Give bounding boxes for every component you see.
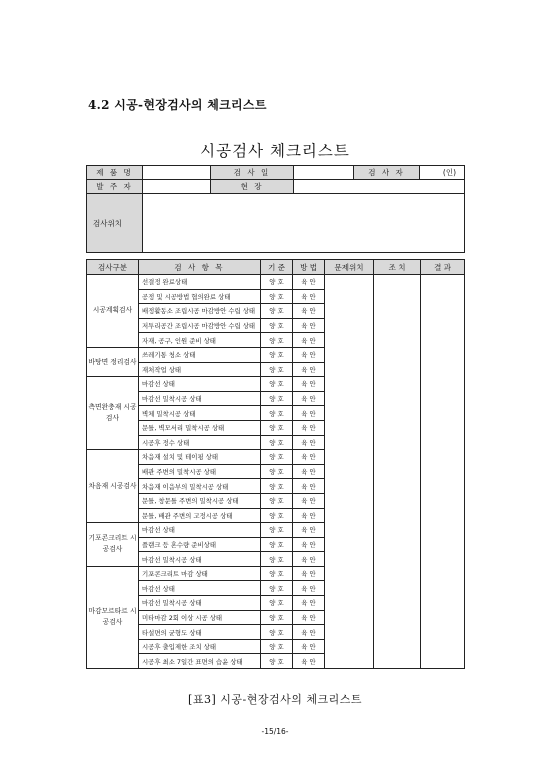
method-cell: 육 안 (293, 581, 325, 596)
standard-cell: 양 호 (261, 508, 293, 523)
standard-cell: 양 호 (261, 610, 293, 625)
item-text: 문틀, 배관 주변의 고정시공 상태 (139, 508, 261, 523)
category-cell: 측면완충재 시공검사 (87, 377, 139, 450)
method-cell: 육 안 (293, 275, 325, 290)
category-cell: 바탕면 정리검사 (87, 347, 139, 376)
item-text: 문틀, 벽모서리 밀착시공 상태 (139, 420, 261, 435)
item-text: 마감선 밀착시공 상태 (139, 596, 261, 611)
item-text: 선결정 완료상태 (139, 275, 261, 290)
method-cell: 육 안 (293, 420, 325, 435)
standard-cell: 양 호 (261, 523, 293, 538)
standard-cell: 양 호 (261, 581, 293, 596)
method-cell: 육 안 (293, 347, 325, 362)
inspector-seal: (인) (420, 166, 465, 180)
inspector-label: 검 사 자 (354, 166, 420, 180)
col-method: 방 법 (293, 260, 325, 275)
item-text: 타설면의 균형도 상태 (139, 625, 261, 640)
standard-cell: 양 호 (261, 406, 293, 421)
method-cell: 육 안 (293, 391, 325, 406)
standard-cell: 양 호 (261, 552, 293, 567)
client-label: 발 주 자 (87, 180, 143, 194)
col-category: 검사구분 (87, 260, 139, 275)
problem-location-cell (325, 275, 374, 669)
standard-cell: 양 호 (261, 362, 293, 377)
page-number: -15/16- (261, 727, 289, 736)
method-cell: 육 안 (293, 406, 325, 421)
method-cell: 육 안 (293, 610, 325, 625)
item-text: 마감선 밀착시공 상태 (139, 552, 261, 567)
method-cell: 육 안 (293, 566, 325, 581)
item-text: 차음재 설치 및 테이핑 상태 (139, 450, 261, 465)
standard-cell: 양 호 (261, 347, 293, 362)
method-cell: 육 안 (293, 318, 325, 333)
item-text: 문틀, 창문틀 주변의 밀착시공 상태 (139, 493, 261, 508)
category-cell: 시공계획검사 (87, 275, 139, 348)
item-text: 시공후 정수 상태 (139, 435, 261, 450)
inspection-date-field (294, 166, 354, 180)
standard-cell: 양 호 (261, 639, 293, 654)
item-text: 공정 및 시공방법 협의완료 상태 (139, 289, 261, 304)
method-cell: 육 안 (293, 552, 325, 567)
standard-cell: 양 호 (261, 318, 293, 333)
standard-cell: 양 호 (261, 479, 293, 494)
standard-cell: 양 호 (261, 537, 293, 552)
method-cell: 육 안 (293, 596, 325, 611)
item-text: 기포콘크리트 마감 상태 (139, 566, 261, 581)
site-field (294, 180, 465, 194)
method-cell: 육 안 (293, 450, 325, 465)
standard-cell: 양 호 (261, 333, 293, 348)
item-text: 마감선 상태 (139, 377, 261, 392)
method-cell: 육 안 (293, 625, 325, 640)
standard-cell: 양 호 (261, 596, 293, 611)
method-cell: 육 안 (293, 377, 325, 392)
item-text: 마감선 밀착시공 상태 (139, 391, 261, 406)
col-standard: 기 준 (261, 260, 293, 275)
method-cell: 육 안 (293, 435, 325, 450)
item-text: 플랜크 등 혼수량 준비상태 (139, 537, 261, 552)
col-action: 조 치 (374, 260, 421, 275)
section-title: 4.2 시공-현장검사의 체크리스트 (88, 98, 267, 112)
method-cell: 육 안 (293, 333, 325, 348)
standard-cell: 양 호 (261, 289, 293, 304)
site-label: 현 장 (211, 180, 294, 194)
item-text: 마감선 상태 (139, 581, 261, 596)
category-cell: 기포콘크리트 시공검사 (87, 523, 139, 567)
product-label: 제 품 명 (87, 166, 143, 180)
col-problem-location: 문제위치 (325, 260, 374, 275)
checklist-header-row (87, 260, 465, 275)
standard-cell: 양 호 (261, 377, 293, 392)
standard-cell: 양 호 (261, 566, 293, 581)
method-cell: 육 안 (293, 493, 325, 508)
result-cell (421, 275, 465, 669)
standard-cell: 양 호 (261, 464, 293, 479)
item-text: 자재, 공구, 인원 준비 상태 (139, 333, 261, 348)
item-text: 차음재 이음부의 밀착시공 상태 (139, 479, 261, 494)
category-cell: 차음재 시공검사 (87, 450, 139, 523)
item-text: 쓰레기통 청소 상태 (139, 347, 261, 362)
standard-cell: 양 호 (261, 275, 293, 290)
item-text: 재처작업 상태 (139, 362, 261, 377)
standard-cell: 양 호 (261, 450, 293, 465)
standard-cell: 양 호 (261, 391, 293, 406)
method-cell: 육 안 (293, 479, 325, 494)
item-text: 배정활동소 조립시공 마감방안 수립 상태 (139, 304, 261, 319)
client-field (143, 180, 211, 194)
method-cell: 육 안 (293, 304, 325, 319)
item-text: 벽체 밀착시공 상태 (139, 406, 261, 421)
location-field (143, 194, 465, 253)
item-text: 시공후 최소 7일간 표면의 습윤 상태 (139, 654, 261, 669)
inspection-date-label: 검 사 일 (211, 166, 294, 180)
method-cell: 육 안 (293, 523, 325, 538)
standard-cell: 양 호 (261, 435, 293, 450)
action-cell (374, 275, 421, 669)
checklist-title: 시공검사 체크리스트 (200, 142, 350, 160)
method-cell: 육 안 (293, 654, 325, 669)
checklist-table (86, 259, 465, 669)
checklist-row (87, 275, 465, 290)
standard-cell: 양 호 (261, 420, 293, 435)
method-cell: 육 안 (293, 508, 325, 523)
method-cell: 육 안 (293, 537, 325, 552)
method-cell: 육 안 (293, 289, 325, 304)
standard-cell: 양 호 (261, 625, 293, 640)
standard-cell: 양 호 (261, 654, 293, 669)
item-text: 저투리공간 조립시공 마감방안 수립 상태 (139, 318, 261, 333)
standard-cell: 양 호 (261, 304, 293, 319)
method-cell: 육 안 (293, 639, 325, 654)
item-text: 미타마감 2회 이상 시공 상태 (139, 610, 261, 625)
product-field (143, 166, 211, 180)
col-result: 결 과 (421, 260, 465, 275)
category-cell: 마감모르타르 시공검사 (87, 566, 139, 668)
method-cell: 육 안 (293, 464, 325, 479)
item-text: 배관 주변의 밀착시공 상태 (139, 464, 261, 479)
item-text: 마감선 상태 (139, 523, 261, 538)
method-cell: 육 안 (293, 362, 325, 377)
standard-cell: 양 호 (261, 493, 293, 508)
item-text: 시공후 출입제한 조치 상태 (139, 639, 261, 654)
header-info-table (86, 165, 465, 253)
location-label: 검사위치 (87, 194, 143, 253)
col-item: 검 사 항 목 (139, 260, 261, 275)
table-caption: [표3] 시공-현장검사의 체크리스트 (188, 693, 362, 706)
